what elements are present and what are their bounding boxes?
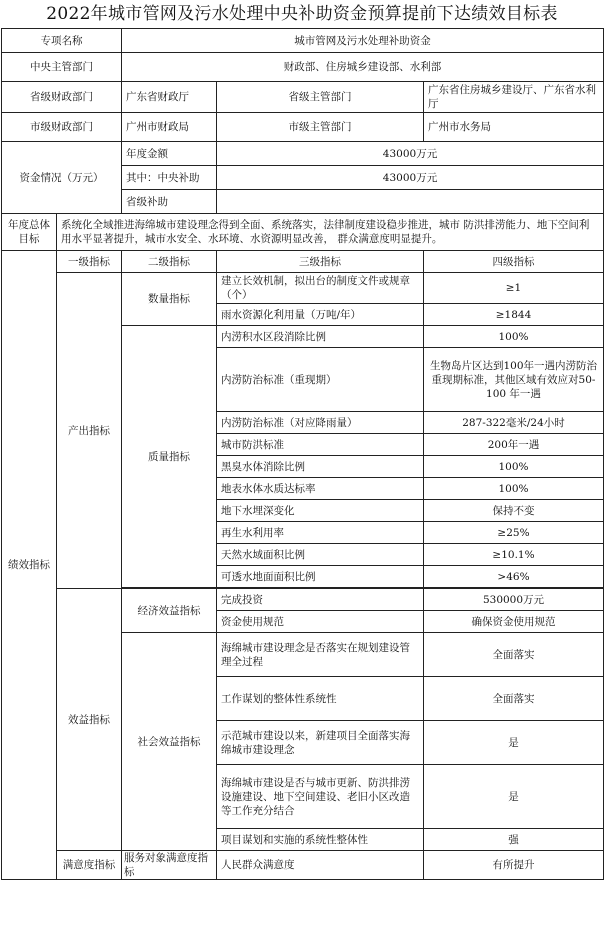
indicator-name: 黑臭水体消除比例 [217,456,424,478]
indicator-name: 项目谋划和实施的系统性整体性 [217,829,424,851]
city-dept-label: 市级主管部门 [217,113,424,142]
indicator-name: 再生水利用率 [217,522,424,544]
project-name-row [2,29,604,53]
indicator-name: 地下水埋深变化 [217,500,424,522]
indicator-value: 有所提升 [424,851,604,880]
prov-finance-value: 广东省财政厅 [122,82,217,113]
indicator-value: 100% [424,326,604,348]
indicator-value: 全面落实 [424,677,604,721]
central-dept-row [2,53,604,82]
indicator-value: ≥1 [424,273,604,304]
output-indicator-label: 产出指标 [57,273,122,589]
economic-indicator-label: 经济效益指标 [122,589,217,633]
perf-label: 绩效指标 [2,251,57,880]
funds-row-value: 43000万元 [217,142,604,166]
quantity-indicator-label: 数量指标 [122,273,217,326]
indicator-name: 海绵城市建设理念是否落实在规划建设管理全过程 [217,633,424,677]
indicator-name: 地表水体水质达标率 [217,478,424,500]
indicator-name: 工作谋划的整体性系统性 [217,677,424,721]
prov-dept-value: 广东省住房城乡建设厅、广东省水利厅 [424,82,604,113]
indicator-value: 200年一遇 [424,434,604,456]
indicator-value: ≥25% [424,522,604,544]
project-name-value: 城市管网及污水处理补助资金 [122,29,604,53]
service-satisfaction-label: 服务对象满意度指标 [122,851,217,880]
indicator-value: 530000万元 [424,589,604,611]
benefit-indicator-label: 效益指标 [57,589,122,851]
col-header-level3: 三级指标 [217,251,424,273]
funds-row-value [217,190,604,214]
indicator-value: ≥1844 [424,304,604,326]
annual-goal-label: 年度总体目标 [2,214,57,251]
central-dept-value: 财政部、住房城乡建设部、水利部 [122,53,604,82]
indicator-row [2,851,604,880]
satisfaction-indicator-label: 满意度指标 [57,851,122,880]
quality-indicator-label: 质量指标 [122,326,217,588]
indicator-name: 资金使用规范 [217,611,424,633]
city-row [2,113,604,142]
col-header-level4: 四级指标 [424,251,604,273]
indicator-name: 建立长效机制，拟出台的制度文件或规章（个） [217,273,424,304]
prov-dept-label: 省级主管部门 [217,82,424,113]
indicator-name: 示范城市建设以来，新建项目全面落实海绵城市建设理念 [217,721,424,765]
indicator-value: 生物岛片区达到100年一遇内涝防治重现期标准，其他区域有效应对50-100 年一遇 [424,348,604,412]
indicator-value: 确保资金使用规范 [424,611,604,633]
performance-target-table [1,28,604,880]
project-name-label: 专项名称 [2,29,122,53]
indicator-row [2,273,604,304]
funds-row-label: 其中：中央补助 [122,166,217,190]
indicator-name: 天然水域面积比例 [217,544,424,566]
indicator-value: 是 [424,765,604,829]
indicator-name: 完成投资 [217,589,424,611]
annual-goal-text: 系统化全域推进海绵城市建设理念得到全面、系统落实，法律制度建设稳步推进，城市 防洪排涝能力、地下空间利用水平显著提升，城市水安全、水环境、水资源明显改善， 群众满意度明显提升。 [57,214,604,251]
indicator-name: 可透水地面面积比例 [217,566,424,588]
indicator-value: >46% [424,566,604,588]
indicator-value: 强 [424,829,604,851]
page-title: 2022年城市管网及污水处理中央补助资金预算提前下达绩效目标表 [46,4,558,24]
indicator-name: 雨水资源化利用量（万吨/年） [217,304,424,326]
funds-row-label: 年度金额 [122,142,217,166]
funds-label: 资金情况（万元） [2,142,122,214]
indicator-name: 内涝积水区段消除比例 [217,326,424,348]
annual-goal-row [2,214,604,251]
indicator-row [2,589,604,611]
col-header-level1: 一级指标 [57,251,122,273]
indicator-value: ≥10.1% [424,544,604,566]
indicator-value: 全面落实 [424,633,604,677]
indicator-value: 保持不变 [424,500,604,522]
perf-header-row [2,251,604,273]
indicator-value: 是 [424,721,604,765]
social-indicator-label: 社会效益指标 [122,633,217,851]
city-finance-value: 广州市财政局 [122,113,217,142]
col-header-level2: 二级指标 [122,251,217,273]
city-dept-value: 广州市水务局 [424,113,604,142]
indicator-name: 海绵城市建设是否与城市更新、防洪排涝设施建设、地下空间建设、老旧小区改造等工作充分结合 [217,765,424,829]
indicator-value: 100% [424,478,604,500]
funds-row-label: 省级补助 [122,190,217,214]
city-finance-label: 市级财政部门 [2,113,122,142]
funds-row [2,142,604,166]
indicator-name: 人民群众满意度 [217,851,424,880]
indicator-name: 内涝防治标准（重现期） [217,348,424,412]
indicator-value: 287-322毫米/24小时 [424,412,604,434]
indicator-name: 城市防洪标准 [217,434,424,456]
central-dept-label: 中央主管部门 [2,53,122,82]
indicator-value: 100% [424,456,604,478]
prov-finance-label: 省级财政部门 [2,82,122,113]
provincial-row [2,82,604,113]
funds-row-value: 43000万元 [217,166,604,190]
indicator-name: 内涝防治标准（对应降雨量） [217,412,424,434]
